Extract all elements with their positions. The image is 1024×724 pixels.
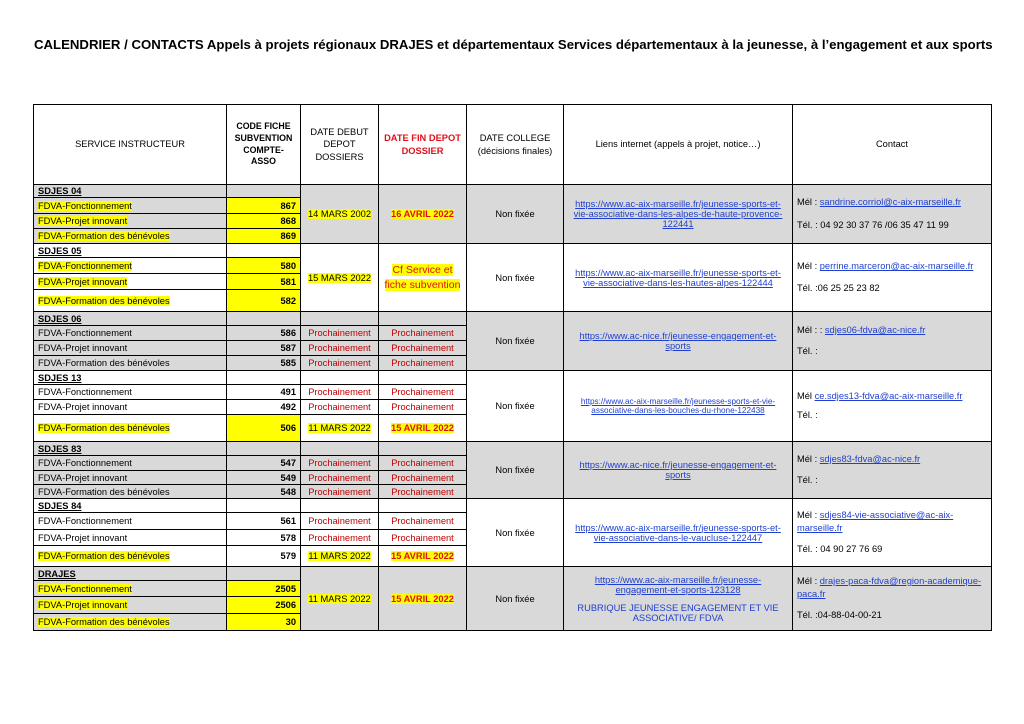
contact-tel: Tél. : 04 92 30 37 76 /06 35 47 11 99 (797, 219, 949, 230)
link-cell (564, 185, 793, 244)
contact-tel: Tél. : (797, 475, 818, 485)
contact-cell (793, 499, 992, 567)
date-debut-cell (301, 567, 379, 631)
date-fin: 15 AVRIL 2022 (391, 423, 454, 433)
date-fin: 15 AVRIL 2022 (391, 593, 454, 604)
code-value: 30 (227, 614, 301, 631)
item-label (34, 290, 227, 312)
item-label: FDVA-Fonctionnement (34, 513, 227, 530)
email-link[interactable]: sdjes83-fdva@ac-nice.fr (819, 453, 921, 464)
item-label (34, 214, 227, 229)
date-debut-cell (301, 185, 379, 244)
date-fin-cell (379, 415, 467, 442)
email-link[interactable]: perrine.marceron@ac-aix-marseille.fr (819, 261, 974, 272)
item-label-text: FDVA-Fonctionnement (38, 583, 132, 594)
date-fin-cell (379, 567, 467, 631)
college-cell: Non fixée (467, 567, 564, 631)
service-name: SDJES 04 (34, 185, 227, 198)
header-date-fin-line: DATE FIN DEPOT (384, 132, 461, 143)
header-date-debut-line: DEPOT (323, 139, 356, 150)
item-label: FDVA-Fonctionnement (34, 326, 227, 341)
header-date-fin-line: DOSSIER (401, 145, 444, 156)
email-link[interactable]: drajes-paca-fdva@region-academique-paca.fr (797, 575, 982, 599)
mel-label: Mél : (797, 197, 818, 208)
date-debut: Prochainement (301, 385, 379, 400)
mel-label: Mél (797, 390, 812, 401)
table-row (34, 312, 992, 326)
service-name: SDJES 05 (34, 244, 227, 258)
code-value: 582 (227, 290, 301, 312)
date-debut-cell (301, 546, 379, 567)
code-value: 2505 (227, 581, 301, 597)
date-debut-cell (301, 442, 379, 456)
date-fin-cell (379, 244, 467, 312)
code-cell (227, 499, 301, 513)
date-debut: 15 MARS 2022 (307, 272, 372, 283)
date-fin: Prochainement (379, 341, 467, 356)
email-link[interactable]: sdjes84-vie-associative@ac-aix-marseille.fr (797, 509, 954, 533)
date-debut: 14 MARS 2002 (307, 209, 372, 219)
date-debut: Prochainement (301, 485, 379, 499)
email-link[interactable]: ce.sdjes13-fdva@ac-aix-marseille.fr (814, 390, 963, 401)
service-name: SDJES 13 (34, 371, 227, 385)
college-cell: Non fixée (467, 312, 564, 371)
college-cell: Non fixée (467, 185, 564, 244)
college-cell: Non fixée (467, 371, 564, 442)
item-label (34, 581, 227, 597)
link-cell (564, 442, 793, 499)
date-debut: Prochainement (301, 456, 379, 471)
table-row (34, 442, 992, 456)
table-row (34, 371, 992, 385)
date-fin-cell (379, 499, 467, 513)
code-value: 867 (227, 198, 301, 214)
date-debut: Prochainement (301, 471, 379, 485)
college-cell: Non fixée (467, 499, 564, 567)
link[interactable]: https://www.ac-aix-marseille.fr/jeunesse-sports-et-vie-associative-dans-le-vaucluse-122447 (575, 522, 781, 543)
header-code (227, 105, 301, 185)
link-cell (564, 499, 793, 567)
link-cell (564, 371, 793, 442)
contact-tel: Tél. : (797, 346, 818, 356)
contact-tel: Tél. : (797, 410, 818, 420)
date-debut: 11 MARS 2022 (308, 593, 371, 604)
contact-tel: Tél. :04-88-04-00-21 (797, 610, 882, 620)
item-label: FDVA-Fonctionnement (34, 385, 227, 400)
item-label: FDVA-Formation des bénévoles (34, 356, 227, 371)
date-fin: Prochainement (379, 400, 467, 415)
item-label: FDVA-Projet innovant (34, 341, 227, 356)
item-label-text: FDVA-Formation des bénévoles (38, 617, 170, 627)
contact-cell (793, 567, 992, 631)
code-value: 581 (227, 274, 301, 290)
code-value: 869 (227, 229, 301, 244)
date-debut: Prochainement (301, 341, 379, 356)
table-row (34, 185, 992, 198)
date-fin: Prochainement (379, 485, 467, 499)
header-date-debut (301, 105, 379, 185)
date-fin: 15 AVRIL 2022 (391, 551, 454, 561)
code-value: 491 (227, 385, 301, 400)
header-date-fin (379, 105, 467, 185)
date-debut-cell (301, 499, 379, 513)
item-label-text: FDVA-Projet innovant (38, 600, 128, 610)
item-label: FDVA-Projet innovant (34, 471, 227, 485)
code-value: 578 (227, 530, 301, 546)
date-fin: Prochainement (379, 530, 467, 546)
contact-cell (793, 244, 992, 312)
code-value: 548 (227, 485, 301, 499)
item-label (34, 614, 227, 631)
date-debut: Prochainement (301, 513, 379, 530)
contact-cell (793, 442, 992, 499)
item-label: FDVA-Projet innovant (34, 400, 227, 415)
item-label-text: FDVA-Fonctionnement (38, 200, 132, 211)
code-cell (227, 244, 301, 258)
header-college-line: DATE COLLEGE (479, 132, 551, 143)
code-value: 586 (227, 326, 301, 341)
mel-label: Mél : : (797, 324, 823, 335)
date-fin-cell (379, 371, 467, 385)
date-fin-cell (379, 312, 467, 326)
header-college-line: (décisions finales) (477, 145, 553, 156)
code-value: 492 (227, 400, 301, 415)
email-link[interactable]: sandrine.corriol@c-aix-marseille.fr (819, 197, 961, 208)
link-cell (564, 312, 793, 371)
date-fin-cell (379, 442, 467, 456)
code-cell (227, 567, 301, 581)
email-link[interactable]: sdjes06-fdva@ac-nice.fr (824, 324, 926, 335)
contact-tel: Tél. :06 25 25 23 82 (797, 282, 880, 293)
code-cell (227, 371, 301, 385)
code-value: 547 (227, 456, 301, 471)
rubrique-text: RUBRIQUE JEUNESSE ENGAGEMENT ET VIE ASSOCIATIVE/ FDVA (577, 602, 779, 623)
link[interactable]: https://www.ac-aix-marseille.fr/jeunesse-sports-et-vie-associative-dans-les-bouches-du-rhone-122438 (580, 397, 776, 415)
item-label (34, 198, 227, 214)
date-debut-cell (301, 415, 379, 442)
code-value: 580 (227, 258, 301, 274)
link[interactable]: https://www.ac-aix-marseille.fr/jeunesse-engagement-et-sports-123128 (594, 574, 762, 595)
link[interactable]: https://www.ac-aix-marseille.fr/jeunesse-sports-et-vie-associative-dans-les-hautes-alpes-122444 (575, 267, 781, 288)
item-label-text: FDVA-Formation des bénévoles (38, 231, 170, 241)
item-label-text: FDVA-Formation des bénévoles (38, 423, 170, 433)
code-cell (227, 185, 301, 198)
date-debut: Prochainement (301, 326, 379, 341)
link[interactable]: https://www.ac-nice.fr/jeunesse-engagement-et-sports (579, 331, 777, 351)
date-fin: Prochainement (379, 456, 467, 471)
contact-tel: Tél. : 04 90 27 76 69 (797, 544, 883, 554)
item-label (34, 274, 227, 290)
header-date-debut-line: DOSSIERS (315, 151, 364, 162)
link-cell (564, 567, 793, 631)
mel-label: Mél : (797, 509, 818, 520)
code-value: 549 (227, 471, 301, 485)
date-fin-cell (379, 546, 467, 567)
table-row (34, 244, 992, 258)
item-label: FDVA-Fonctionnement (34, 456, 227, 471)
date-fin: Prochainement (379, 513, 467, 530)
header-college (467, 105, 564, 185)
code-value: 868 (227, 214, 301, 229)
college-cell: Non fixée (467, 244, 564, 312)
table-row (34, 567, 992, 581)
item-label-text: FDVA-Formation des bénévoles (38, 551, 170, 561)
header-code-line: SUBVENTION (234, 132, 293, 143)
mel-label: Mél : (797, 575, 818, 586)
calendar-table (33, 104, 992, 631)
date-debut: Prochainement (301, 530, 379, 546)
item-label-text: FDVA-Formation des bénévoles (38, 295, 170, 306)
code-value: 579 (227, 546, 301, 567)
date-debut-cell (301, 371, 379, 385)
contact-cell (793, 185, 992, 244)
date-fin: 16 AVRIL 2022 (391, 209, 454, 219)
contact-cell (793, 371, 992, 442)
page-title: CALENDRIER / CONTACTS Appels à projets régionaux DRAJES et départementaux Services départementaux à la jeunesse, à l’engagement et aux sports (34, 37, 993, 52)
date-fin: Prochainement (379, 326, 467, 341)
item-label (34, 597, 227, 614)
link[interactable]: https://www.ac-nice.fr/jeunesse-engagement-et-sports (579, 460, 777, 480)
code-value: 561 (227, 513, 301, 530)
mel-label: Mél : (797, 453, 818, 464)
date-fin: Prochainement (379, 385, 467, 400)
college-cell: Non fixée (467, 442, 564, 499)
date-fin: Prochainement (379, 356, 467, 371)
link[interactable]: https://www.ac-aix-marseille.fr/jeunesse-sports-et-vie-associative-dans-les-alpes-de-haute-provence-122441 (573, 199, 783, 229)
date-debut-cell (301, 244, 379, 312)
code-value: 585 (227, 356, 301, 371)
code-cell (227, 312, 301, 326)
service-name: DRAJES (34, 567, 227, 581)
link-cell (564, 244, 793, 312)
date-debut: Prochainement (301, 356, 379, 371)
header-code-line: CODE FICHE (236, 120, 291, 131)
service-name: SDJES 84 (34, 499, 227, 513)
item-label (34, 546, 227, 567)
table-row (34, 499, 992, 513)
date-fin: Prochainement (379, 471, 467, 485)
date-fin: Cf Service et fiche subvention (384, 264, 461, 291)
header-date-debut-line: DATE DEBUT (310, 126, 369, 137)
item-label-text: FDVA-Fonctionnement (38, 260, 132, 271)
code-value: 506 (227, 415, 301, 442)
header-code-line: COMPTE-ASSO (243, 144, 284, 167)
item-label (34, 258, 227, 274)
item-label-text: FDVA-Projet innovant (38, 276, 128, 287)
code-cell (227, 442, 301, 456)
mel-label: Mél : (797, 261, 818, 272)
item-label: FDVA-Projet innovant (34, 530, 227, 546)
date-debut: 11 MARS 2022 (308, 551, 371, 561)
header-contact: Contact (793, 105, 992, 185)
service-name: SDJES 06 (34, 312, 227, 326)
contact-cell (793, 312, 992, 371)
header-liens: Liens internet (appels à projet, notice…) (564, 105, 793, 185)
date-debut: 11 MARS 2022 (308, 423, 371, 433)
item-label (34, 415, 227, 442)
code-value: 587 (227, 341, 301, 356)
date-debut: Prochainement (301, 400, 379, 415)
item-label: FDVA-Formation des bénévoles (34, 485, 227, 499)
date-debut-cell (301, 312, 379, 326)
header-service: SERVICE INSTRUCTEUR (34, 105, 227, 185)
header-row (34, 105, 992, 185)
date-fin-cell (379, 185, 467, 244)
service-name: SDJES 83 (34, 442, 227, 456)
code-value: 2506 (227, 597, 301, 614)
item-label (34, 229, 227, 244)
item-label-text: FDVA-Projet innovant (38, 216, 128, 226)
